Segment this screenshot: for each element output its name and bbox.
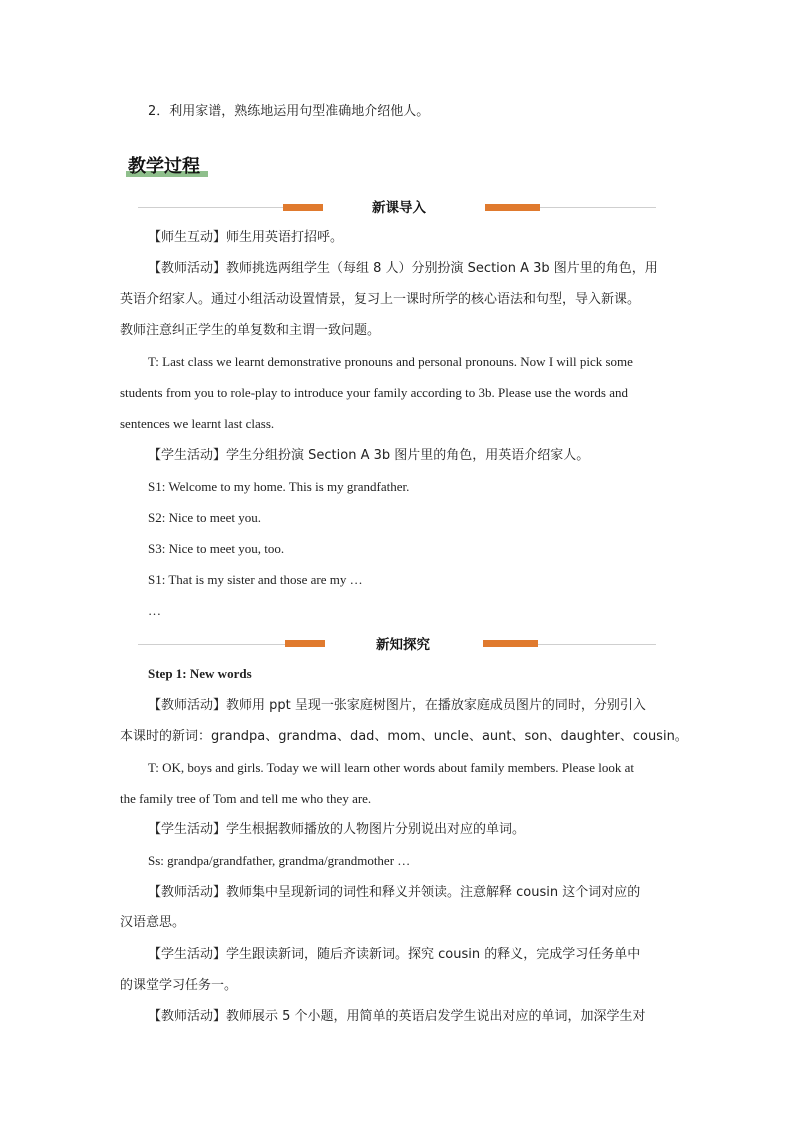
dialogue-line: S3: Nice to meet you, too. [148,541,285,556]
dialogue-line: T: Last class we learnt demonstrative pronouns and personal pronouns. Now I will pick some [148,354,633,369]
section-heading: 教学过程 [128,156,200,177]
paragraph: 【教师活动】教师用 ppt 呈现一张家庭树图片，在播放家庭成员图片的同时，分别引入 [148,698,646,713]
paragraph: 【教师活动】教师挑选两组学生（每组 8 人）分别扮演 Section A 3b 图片里的角色，用 [148,261,658,276]
paragraph: 教师注意纠正学生的单复数和主谓一致问题。 [120,323,381,338]
dialogue-line: sentences we learnt last class. [120,416,275,431]
paragraph: 【学生活动】学生分组扮演 Section A 3b 图片里的角色，用英语介绍家人。 [148,448,590,463]
paragraph: 【学生活动】学生根据教师播放的人物图片分别说出对应的单词。 [148,822,526,837]
dialogue-line: students from you to role-play to introduce your family according to 3b. Please use the words and [120,385,628,400]
paragraph: 汉语意思。 [120,915,186,930]
paragraph: 英语介绍家人。通过小组活动设置情景，复习上一课时所学的核心语法和句型，导入新课。 [120,292,641,307]
dialogue-line: Ss: grandpa/grandfather, grandma/grandmother … [148,853,411,868]
paragraph: 的课堂学习任务一。 [120,978,238,993]
section-title-intro: 新课导入 [372,200,426,216]
paragraph: 【师生互动】师生用英语打招呼。 [148,230,344,245]
paragraph: 【教师活动】教师集中呈现新词的词性和释义并领读。注意解释 cousin 这个词对应的 [148,885,641,900]
section-title-explore: 新知探究 [376,637,430,653]
paragraph: 本课时的新词：grandpa、grandma、dad、mom、uncle、aunt、son、daughter、cousin。 [120,729,688,744]
step-heading: Step 1: New words [148,666,252,681]
paragraph: 【教师活动】教师展示 5 个小题，用简单的英语启发学生说出对应的单词，加深学生对 [148,1009,646,1024]
dialogue-line: the family tree of Tom and tell me who they are. [120,791,372,806]
dialogue-line: S1: That is my sister and those are my … [148,572,363,587]
objective-item: 2．利用家谱，熟练地运用句型准确地介绍他人。 [148,104,430,119]
dialogue-line: S1: Welcome to my home. This is my grandfather. [148,479,410,494]
paragraph: 【学生活动】学生跟读新词，随后齐读新词。探究 cousin 的释义，完成学习任务单中 [148,947,641,962]
dialogue-line: T: OK, boys and girls. Today we will learn other words about family members. Please look at [148,760,634,775]
dialogue-line: S2: Nice to meet you. [148,510,262,525]
ellipsis: … [148,603,161,618]
